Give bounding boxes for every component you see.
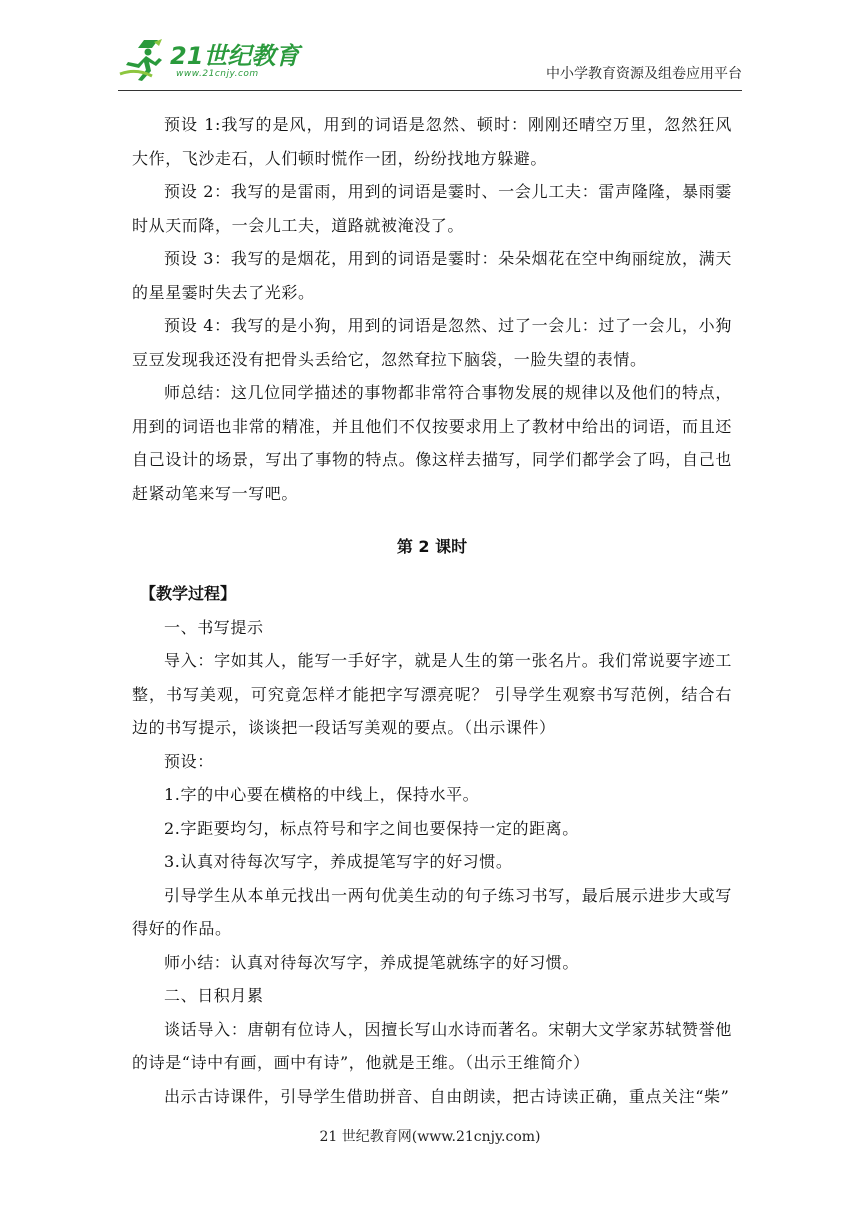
list-item-2: 2.字距要均匀，标点符号和字之间也要保持一定的距离。: [164, 818, 579, 838]
list-item-3: 3.认真对待每次写字，养成提笔写字的好习惯。: [164, 852, 513, 871]
platform-title: 中小学教育资源及组卷应用平台: [546, 66, 742, 82]
page-header: [118, 36, 742, 92]
paragraph-poem-courseware: 出示古诗课件，引导学生借助拼音、自由朗读，把古诗读正确，重点关注“柴”: [164, 1086, 730, 1106]
spacer: [132, 510, 732, 530]
paragraph-teacher-brief: 师小结：认真对待每次写字，养成提笔就练字的好习惯。: [164, 952, 580, 972]
paragraph-preset-2: 预设 2：我写的是雷雨，用到的词语是霎时、一会儿工夫：雷声隆隆，暴雨霎时从天而降，一会儿工夫，道路就被淹没了。: [132, 182, 732, 235]
paragraph-preset-4: 预设 4：我写的是小狗，用到的词语是忽然、过了一会儿：过了一会儿，小狗豆豆发现我还没有把骨头丢给它，忽然耷拉下脑袋，一脸失望的表情。: [132, 316, 732, 369]
site-logo[interactable]: [118, 36, 300, 86]
header-divider: [118, 90, 742, 91]
list-item-1: 1.字的中心要在横格的中线上，保持水平。: [164, 785, 480, 804]
paragraph-preset-1: 预设 1:我写的是风，用到的词语是忽然、顿时：刚刚还晴空万里，忽然狂风大作，飞沙走石，人们顿时慌作一团，纷纷找地方躲避。: [132, 115, 732, 168]
section-heading-daily-accumulation: 二、日积月累: [164, 986, 264, 1005]
paragraph-preset-label: 预设：: [164, 751, 214, 771]
paragraph-guide-practice: 引导学生从本单元找出一两句优美生动的句子练习书写，最后展示进步大或写得好的作品。: [132, 885, 732, 938]
spacer: [132, 563, 732, 577]
paragraph-preset-3: 预设 3：我写的是烟花，用到的词语是霎时：朵朵烟花在空中绚丽绽放，满天的星星霎时失去了光彩。: [132, 249, 732, 302]
page-footer: 21 世纪教育网(www.21cnjy.com): [319, 1129, 541, 1145]
paragraph-intro-writing: 导入：字如其人，能写一手好字，就是人生的第一张名片。我们常说要字迹工整，书写美观，可究竟怎样才能把字写漂亮呢？ 引导学生观察书写范例，结合右边的书写提示，谈谈把一段话写美观的要点。（出示课件）: [132, 651, 732, 737]
section-heading-writing-tips: 一、书写提示: [164, 617, 264, 637]
logo-url-text: www.21cnjy.com: [176, 69, 259, 79]
paragraph-teacher-summary: 师总结：这几位同学描述的事物都非常符合事物发展的规律以及他们的特点，用到的词语也非常的精准，并且他们不仅按要求用上了教材中给出的词语，而且还自己设计的场景，写出了事物的特点。像这样去描写，同学们都学会了吗，自己也赶紧动笔来写一写吧。: [132, 383, 732, 503]
teaching-process-heading: 【教学过程】: [140, 584, 237, 603]
document-body: [132, 108, 732, 1113]
logo-brand-text: 21世纪教育: [170, 42, 300, 70]
paragraph-intro-wangwei: 谈话导入：唐朝有位诗人，因擅长写山水诗而著名。宋朝大文学家苏轼赞誉他的诗是“诗中有画，画中有诗”，他就是王维。（出示王维简介）: [132, 1019, 732, 1072]
lesson-heading: 第 2 课时: [396, 537, 468, 556]
running-figure-logo-icon: [118, 38, 174, 82]
